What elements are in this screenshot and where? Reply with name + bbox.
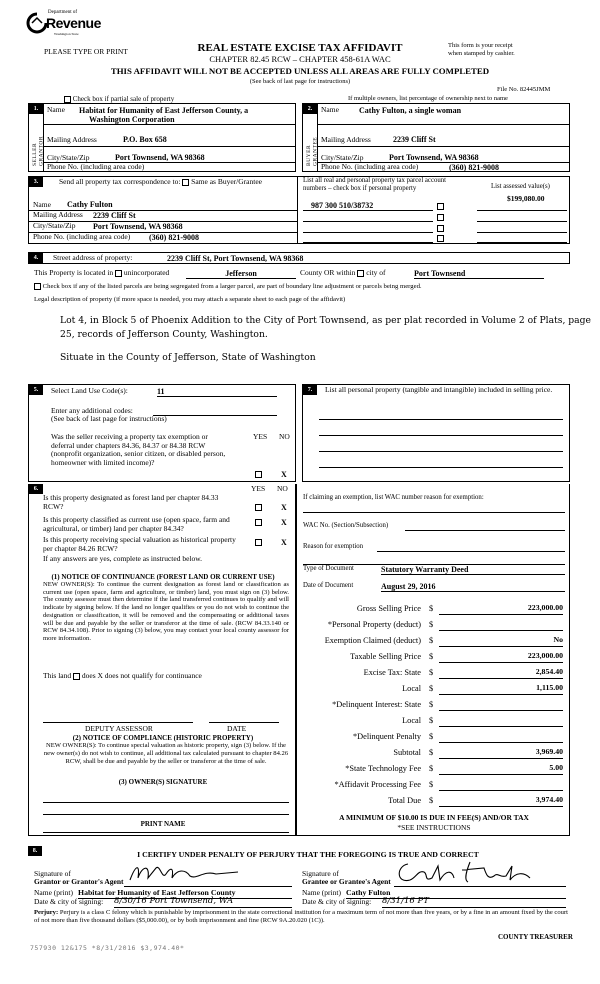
revenue-logo [24,8,101,42]
property-section [28,252,570,264]
buyer-phone-label: Phone No. (including area code) [321,162,419,171]
tax-row-value[interactable] [439,620,563,631]
tax-row-value[interactable]: No [439,636,563,647]
seller-city-label: City/State/Zip [47,153,90,162]
exempt-no-label: NO [279,432,290,441]
corr-name-label: Name [33,200,51,209]
forest-no-label: NO [277,484,288,493]
tax-row-dollar: $ [429,604,434,613]
notice2-title: (2) NOTICE OF COMPLIANCE (HISTORIC PROPERTY) [72,734,254,742]
tax-row-dollar: $ [429,748,434,757]
city-of-label: city of [366,268,386,277]
revenue-logo-icon [26,12,48,34]
perjury-text: Perjury is a class C felony which is punishable by imprisonment in the state correctional institution for a maximum term of not more than five years, or by a fine in an amount fixed by the court of not more than five thousand dollars ($5,000.00), or by both imprisonment and fine (RCW 9A.20.020 (1C)). [34,909,568,924]
section-4-badge: 4. [29,253,43,263]
seller-mail-value: P.O. Box 658 [123,135,167,144]
forest-q3-yes-checkbox[interactable] [255,539,262,546]
grantor-signature-icon [126,860,246,886]
tax-row-label: Gross Selling Price [356,604,421,613]
tax-row-dollar: $ [429,716,434,725]
tax-row-label: Total Due [388,796,421,805]
notice1-body: NEW OWNER(S): To continue the current designation as forest land or classification as current use (open space, farm and agriculture, or timber) land, you must sign on (3) below. The county assessor must then determine if the land transferred continues to qualify and will indicate by signing below. If the land no longer qualifies or you do not wish to continue the designation or classification, it will be removed and the compensating or additional taxes will be due and payable by the seller or transferor at the time of sale. (RCW 84.33.140 or RCW 84.34.108). Prior to signing (3) below, you may contact your local county assessor for more information. [43,581,289,642]
seller-side-label: SELLER GRANTOR [32,136,45,166]
qualify-label: qualify for continuance [131,671,202,680]
perjury-notice [34,909,570,925]
forest-if-yes: If any answers are yes, complete as instructed below. [43,554,203,563]
exemption-claim-label: If claiming an exemption, list WAC number reason for exemption: [303,494,484,501]
grantor-name-value: Habitat for Humanity of East Jefferson County [78,889,292,899]
tax-row-value[interactable] [439,716,563,727]
this-land-label: This land [43,671,72,680]
tax-row-value[interactable]: 5.00 [439,764,563,775]
buyer-phone-value: (360) 821-9008 [449,163,499,172]
forest-q2-yes-checkbox[interactable] [255,519,262,526]
forest-yes-label: YES [251,484,266,493]
tax-row-dollar: $ [429,684,434,693]
seller-section [28,103,296,172]
tax-row-dollar: $ [429,780,434,789]
legal-line-3: Situate in the County of Jefferson, State of Washington [60,352,316,363]
deputy-assessor-label: DEPUTY ASSESSOR [85,724,153,733]
exempt-no-mark: X [281,470,287,479]
corr-phone-value: (360) 821-9008 [149,233,199,242]
minimum-fee-note: A MINIMUM OF $10.00 IS DUE IN FEE(S) AND/OR TAX [339,813,529,822]
correspondence-label: Send all property tax correspondence to: [59,177,181,186]
grantor-sig-label-2: Grantor or Grantor's Agent [34,877,124,886]
county-or-row [300,269,386,278]
buyer-section [302,103,570,172]
county-treasurer-label: COUNTY TREASURER [498,933,573,941]
segregated-checkbox[interactable] [34,283,41,290]
treasurer-stamp: 757930 12&175 *8/31/2016 $3,974.40* [30,944,185,952]
land-use-section [28,384,296,482]
form-warning: THIS AFFIDAVIT WILL NOT BE ACCEPTED UNLESS ALL AREAS ARE FULLY COMPLETED [110,66,490,76]
seller-city-value: Port Townsend, WA 98368 [115,153,205,162]
forest-q3: Is this property receiving special valuation as historical property per chapter 84.26 RCW? [43,535,236,553]
grantee-sig-label-1: Signature of [302,869,339,878]
doc-type-value: Statutory Warranty Deed [381,565,565,575]
see-instructions-note: *SEE INSTRUCTIONS [397,823,471,832]
buyer-city-label: City/State/Zip [321,153,364,162]
grantor-date-label: Date & city of signing: [34,897,104,906]
does-checkbox[interactable] [73,673,80,680]
grantee-sig-label-2: Grantee or Grantee's Agent [302,877,391,886]
tax-row-dollar: $ [429,764,434,773]
tax-row-label: *Personal Property (deduct) [327,620,421,629]
tax-row-dollar: $ [429,732,434,741]
tax-row-dollar: $ [429,796,434,805]
street-value: 2239 Cliff St, Port Townsend, WA 98368 [167,254,304,263]
perjury-label: Perjury: [34,909,59,916]
section-6-badge: 6. [29,484,43,494]
tax-row-label: Taxable Selling Price [350,652,421,661]
forest-section [28,484,296,836]
tax-row-value[interactable]: 1,115.00 [439,684,563,695]
unincorporated-checkbox[interactable] [115,270,122,277]
land-use-see-back: (See back of last page for instructions) [51,414,167,423]
partial-sale-checkbox[interactable] [64,96,71,103]
parcel-3-checkbox[interactable] [437,225,444,232]
corr-mail-label: Mailing Address [33,210,83,219]
partial-sale-label: Check box if partial sale of property [72,95,175,103]
tax-row-label: Local [402,684,421,693]
exempt-yes-label: YES [253,432,268,441]
tax-row-value[interactable]: 3,974.40 [439,796,563,807]
exemption-question: Was the seller receiving a property tax exemption or deferral under chapters 84.36, 84.37 or 84.38 RCW (nonprofit organization, senior citizen, or disabled person, homeowner with limited income)? [51,432,226,467]
logo-sub-text: Washington State [54,32,79,36]
section-7-badge: 7. [303,385,317,395]
tax-row-label: Subtotal [393,748,421,757]
buyer-mail-value: 2239 Cliff St [393,135,436,144]
buyer-name-value: Cathy Fulton, a single woman [359,106,462,115]
land-use-code: 11 [157,387,277,397]
grantor-name-label: Name (print) [34,888,73,897]
segregated-label: Check box if any of the listed parcels are being segregated from a larger parcel, are part of boundary line adjustment or parcels being merged. [42,283,422,291]
tax-row-value[interactable] [439,732,563,743]
notice2-body: NEW OWNER(S): To continue special valuation as historic property, sign (3) below. If the new owner(s) do not wish to continue, all additional tax calculated pursuant to chapter 84.26 RCW, shall be due and payable by the seller or transferor at the time of sale. [43,742,289,765]
city-value: Port Townsend [414,269,544,279]
buyer-mail-label: Mailing Address [321,135,371,144]
grantee-signature-icon [394,858,544,888]
tax-row-label: Exemption Claimed (deduct) [324,636,421,645]
grantee-name-value: Cathy Fulton [346,889,566,899]
seller-mail-label: Mailing Address [47,135,97,144]
does-label: does [81,671,96,680]
section-3-badge: 3. [29,177,43,187]
tax-section [296,484,570,836]
grantor-sig-label-1: Signature of [34,869,71,878]
wac-label: WAC No. (Section/Subsection) [303,522,389,529]
legal-description-label: Legal description of property (if more space is needed, you may attach a separate sheet to each page of the affidavit) [34,296,346,303]
receipt-note-2: when stamped by cashier. [448,50,515,57]
logo-revenue-text: Revenue [46,15,101,31]
deputy-date-label: DATE [227,724,247,733]
forest-q1-no-mark: X [281,503,287,512]
parcel-number: 987 300 510/38732 [311,201,374,210]
this-land-row [43,672,202,681]
doc-date-label: Date of Document [303,582,354,589]
tax-row-value[interactable] [439,700,563,711]
tax-row-label: *State Technology Fee [345,764,421,773]
forest-q2: Is this property classified as current use (open space, farm and agricultural, or timber) land per chapter 84.34? [43,515,230,533]
parcel-2-checkbox[interactable] [437,214,444,221]
receipt-note-1: This form is your receipt [448,42,513,49]
county-value: Jefferson [186,269,296,279]
forest-q2-no-mark: X [281,518,287,527]
tax-row-label: Local [402,716,421,725]
personal-property-label: List all personal property (tangible and intangible) included in selling price. [325,385,553,394]
tax-row-label: *Delinquent Interest: State [332,700,421,709]
forest-q1-yes-checkbox[interactable] [255,504,262,511]
does-not-label: X does not [97,671,130,680]
personal-property-section [302,384,570,482]
logo-small-text: Department of [48,10,78,15]
parcel-label-1: List all real and personal property tax parcel account [303,177,447,184]
please-type-label: PLEASE TYPE OR PRINT [44,47,128,56]
corr-phone-label: Phone No. (including area code) [33,232,131,241]
corr-city-label: City/State/Zip [33,221,76,230]
located-row [34,269,169,278]
corr-city-value: Port Townsend, WA 98368 [93,222,183,231]
segregated-row [34,283,422,291]
seller-phone-label: Phone No. (including area code) [47,162,145,171]
partial-sale-row [64,95,174,103]
same-as-buyer-checkbox[interactable] [182,179,189,186]
seller-name-line1: Habitat for Humanity of East Jefferson County, a [79,106,249,115]
certify-statement: I CERTIFY UNDER PENALTY OF PERJURY THAT THE FOREGOING IS TRUE AND CORRECT [137,850,479,859]
certify-section [28,846,570,924]
tax-row-dollar: $ [429,620,434,629]
tax-row-value[interactable] [439,780,563,791]
legal-line-2: 25, records of Jefferson County, Washington. [60,329,268,340]
street-label: Street address of property: [53,253,133,262]
section-5-badge: 5. [29,385,43,395]
tax-row-value[interactable]: 2,854.40 [439,668,563,679]
assessed-label: List assessed value(s) [491,183,550,190]
tax-row-value[interactable]: 223,000.00 [439,604,563,615]
section-8-badge: 8. [28,846,42,856]
form-chapter: CHAPTER 82.45 RCW – CHAPTER 458-61A WAC [209,54,391,64]
buyer-name-label: Name [321,105,339,114]
corr-mail-value: 2239 Cliff St [93,211,136,220]
see-back-note: (See back of last page for instructions) [249,78,351,85]
notice1-title: (1) NOTICE OF CONTINUANCE (FOREST LAND OR CURRENT USE) [51,573,275,581]
seller-name-line2: Washington Corporation [89,115,175,124]
parcel-4-checkbox[interactable] [437,235,444,242]
land-use-label: Select Land Use Code(s): [51,386,128,395]
file-number: File No. 82445JMM [497,86,551,93]
doc-date-value: August 29, 2016 [381,582,565,592]
located-in-label: This Property is located in [34,268,114,277]
section-2-badge: 2. [303,104,317,114]
reason-label: Reason for exemption [303,543,364,550]
city-of-checkbox[interactable] [357,270,364,277]
same-as-buyer-label: Same as Buyer/Grantee [191,177,262,186]
tax-row-dollar: $ [429,668,434,677]
buyer-side-label: BUYER GRANTEE [306,136,319,166]
grantee-name-label: Name (print) [302,888,341,897]
seller-name-label: Name [47,105,65,114]
parcel-label-2: numbers – check box if personal property [303,185,417,192]
tax-row-label: Excise Tax: State [363,668,421,677]
print-name-label: PRINT NAME [140,820,186,828]
grantor-date-value: 8/30/16 Port Townsend, WA [114,897,292,908]
tax-row-value[interactable]: 3,969.40 [439,748,563,759]
owner-signature-label: (3) OWNER(S) SIGNATURE [118,778,208,786]
assessed-value: $199,080.00 [507,194,545,203]
tax-row-label: *Delinquent Penalty [353,732,421,741]
exempt-yes-checkbox[interactable] [255,471,262,478]
correspondence-label-row [59,178,262,187]
correspondence-section [28,176,570,244]
tax-row-label: *Affidavit Processing Fee [334,780,421,789]
tax-row-dollar: $ [429,652,434,661]
within-label: within [336,268,356,277]
legal-line-1: Lot 4, in Block 5 of Phoenix Addition to the City of Port Townsend, as per plat recorded in Volume 2 of Plats, page [60,315,591,326]
forest-q1: Is this property designated as forest land per chapter 84.33 RCW? [43,493,219,511]
grantee-date-label: Date & city of signing: [302,897,372,906]
tax-row-dollar: $ [429,700,434,709]
form-title: REAL ESTATE EXCISE TAX AFFIDAVIT [197,42,403,54]
grantee-date-value: 8/31/16 PT [382,897,566,908]
parcel-1-checkbox[interactable] [437,203,444,210]
tax-row-value[interactable]: 223,000.00 [439,652,563,663]
section-1-badge: 1. [29,104,43,114]
tax-row-dollar: $ [429,636,434,645]
unincorporated-label: unincorporated [123,268,170,277]
buyer-city-value: Port Townsend, WA 98368 [389,153,479,162]
additional-codes-label: Enter any additional codes: [51,406,133,415]
county-or-label: County OR [300,268,335,277]
doc-type-label: Type of Document [303,565,354,572]
forest-q3-no-mark: X [281,538,287,547]
multiple-owners-note: If multiple owners, list percentage of ownership next to name [348,95,508,102]
corr-name-value: Cathy Fulton [67,200,113,209]
